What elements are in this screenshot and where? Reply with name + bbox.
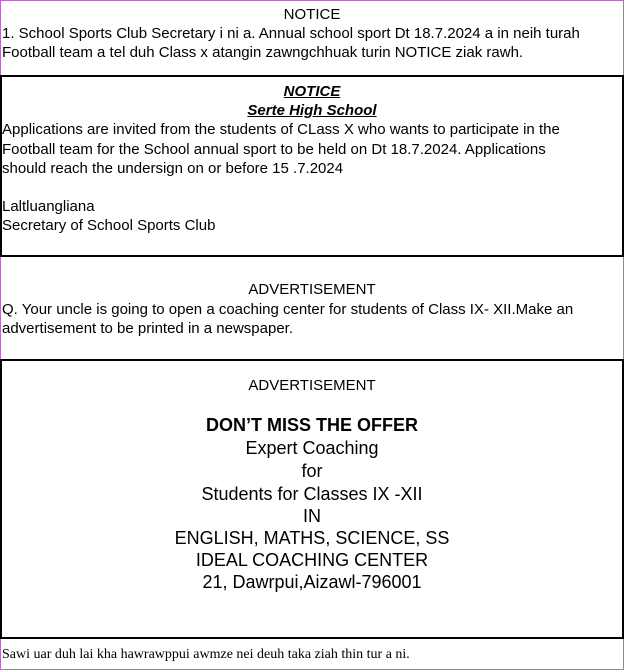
notice-question-line-2: Football team a tel duh Class x atangin zawngchhuak turin NOTICE ziak rawh. xyxy=(2,44,524,61)
advert-line-7: 21, Dawrpui,Aizawl-796001 xyxy=(202,572,422,592)
advert-line-4: IN xyxy=(303,506,321,526)
advert-line-5: ENGLISH, MATHS, SCIENCE, SS xyxy=(174,528,450,548)
notice-body-line-3: should reach the undersign on or before 15 .7.2024 xyxy=(2,160,344,177)
advert-line-1: Expert Coaching xyxy=(245,438,379,458)
notice-signatory: Laltluangliana xyxy=(2,198,95,215)
school-name: Serte High School xyxy=(247,102,377,119)
notice-question-line-1: 1. School Sports Club Secretary i ni a. Annual school sport Dt 18.7.2024 a in neih turah xyxy=(2,25,580,42)
notice-question-heading: NOTICE xyxy=(283,6,341,23)
notice-box-bottom-border xyxy=(0,255,624,257)
advert-answer-heading: ADVERTISEMENT xyxy=(248,377,376,394)
notice-body-line-1: Applications are invited from the students of CLass X who wants to participate in the xyxy=(2,121,560,138)
advert-line-6: IDEAL COACHING CENTER xyxy=(195,550,429,570)
advert-box-bottom-border xyxy=(0,637,624,639)
notice-body-line-2: Football team for the School annual sport to be held on Dt 18.7.2024. Applications xyxy=(2,141,546,158)
footer-note: Sawi uar duh lai kha hawrawppui awmze nei deuh taka ziah thin tur a ni. xyxy=(2,647,410,662)
advert-question-heading: ADVERTISEMENT xyxy=(248,281,376,298)
notice-designation: Secretary of School Sports Club xyxy=(2,217,216,234)
advert-question-line-1: Q. Your uncle is going to open a coaching center for students of Class IX- XII.Make an xyxy=(2,301,574,318)
advert-headline: DON’T MISS THE OFFER xyxy=(205,415,418,435)
advert-question-line-2: advertisement to be printed in a newspaper. xyxy=(2,320,294,337)
notice-title: NOTICE xyxy=(283,83,341,100)
advert-line-2: for xyxy=(301,461,323,481)
advert-line-3: Students for Classes IX -XII xyxy=(201,484,423,504)
